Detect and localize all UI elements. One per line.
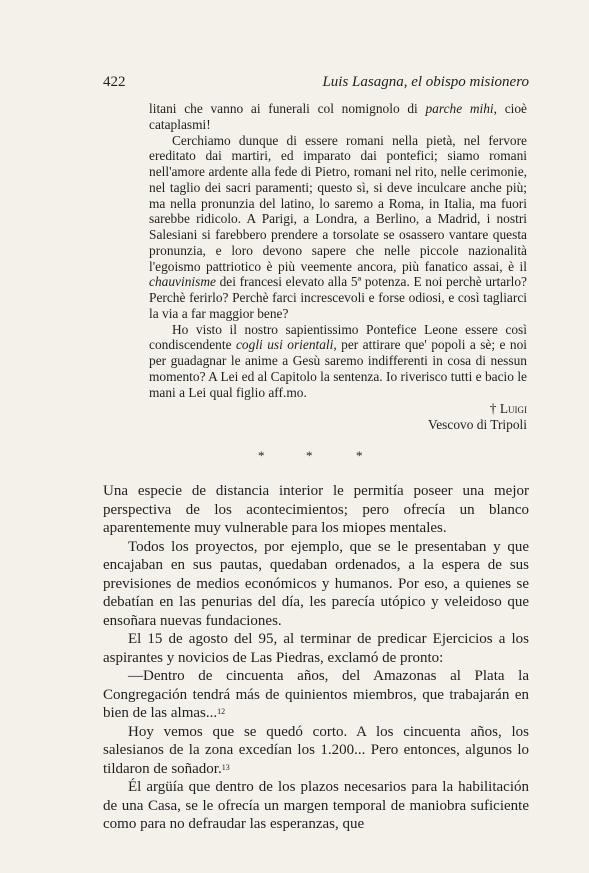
signature-name-line xyxy=(149,401,527,417)
text-run: litani che vanno ai funerali col nomignolo di xyxy=(149,101,426,116)
text-run: —Dentro de cincuenta años, del Amazonas al Plata la Congregación tendrá más de quinientos miembros, que trabajarán en bien de las almas... xyxy=(103,668,529,721)
letter-paragraph-3 xyxy=(149,322,527,401)
body-paragraph-2 xyxy=(103,538,529,631)
text-run: dei francesi elevato alla 5ª potenza. E noi perchè urtarlo? Perchè ferirlo? Perchè farci increscevoli e forse odiosi, e così tagliarci la via a far maggior bene? xyxy=(149,274,527,321)
italic-text: chauvinisme xyxy=(149,274,216,290)
running-header xyxy=(103,74,529,94)
body-paragraph-6 xyxy=(103,778,529,834)
body-paragraph-3 xyxy=(103,630,529,667)
running-title: Luis Lasagna, el obispo misionero xyxy=(322,74,529,90)
signature-title: Vescovo di Tripoli xyxy=(428,417,527,432)
separator-asterisk: * xyxy=(258,448,265,463)
section-separator xyxy=(0,448,589,462)
letter-paragraph-2 xyxy=(149,133,527,322)
text-run: El 15 de agosto del 95, al terminar de predicar Ejercicios a los aspirantes y novicios de Las Piedras, exclamó de pronto: xyxy=(103,631,529,666)
footnote-ref: 13 xyxy=(221,762,230,772)
text-run: Hoy vemos que se quedó corto. A los cincuenta años, los salesianos de la zona excedían los 1.200... Pero entonces, algunos lo tildaron de soñador. xyxy=(103,723,529,777)
text-run: , cioè cataplasmi! xyxy=(149,101,527,132)
italic-text: parche mihi xyxy=(425,101,494,116)
cross-icon: † xyxy=(489,401,497,417)
signature-name: Luigi xyxy=(499,401,527,417)
body-paragraph-5 xyxy=(103,723,529,779)
body-paragraph-4 xyxy=(103,667,529,723)
italic-text: cogli usi orientali xyxy=(235,337,334,353)
letter-paragraph-1 xyxy=(149,101,527,133)
footnote-ref: 12 xyxy=(217,707,226,716)
text-run: Una especie de distancia interior le permitía poseer una mejor perspectiva de los acontecimientos; pero ofrecía un blanco aparentemente muy vulnerable para los miopes mentales. xyxy=(103,483,529,536)
text-run: Cerchiamo dunque di essere romani nella pietà, nel fervore ereditato dai martiri, ed imparato dai pontefici; siamo romani nell'amore ardente alla fede di Pietro, romani nel rito, nelle cerimonie, nel taglio dei sacri paramenti; questo sì, si deve inculcare anche più; ma nella pronunzia del latino, lo saremo a Roma, in Italia, ma fuori sarebbe ridicolo. A Parigi, a Londra, a Berlino, a Madrid, i nostri Salesiani si farebbero prendere a torsolate se osassero vantare questa pronunzia, e loro devono sapere che nelle piccole nazionalità l'egoismo pattriotico è più veemente ancora, più fanatico assai, è il xyxy=(149,132,527,274)
separator-asterisk: * xyxy=(306,448,313,463)
text-run: Ho visto il nostro sapientissimo Pontefice Leone essere così condiscendente xyxy=(149,321,527,353)
separator-asterisk: * xyxy=(356,448,363,463)
text-run: Él argüía que dentro de los plazos necesarios para la habilitación de una Casa, se le ofrecía un margen temporal de maniobra suficiente como para no defraudar las esperanzas, que xyxy=(103,779,529,832)
body-paragraph-1 xyxy=(103,482,529,538)
main-text xyxy=(103,482,529,834)
text-run: Todos los proyectos, por ejemplo, que se le presentaban y que encajaban en sus pautas, quedaban ordenados, a la espera de sus previsiones de medios económicos y humanos. Por eso, a quienes se debatían en las penurias del día, les parecía utópico y veleidoso que ensoñara nuevas fundaciones. xyxy=(103,538,529,629)
page-number: 422 xyxy=(103,74,126,90)
quoted-letter xyxy=(149,101,527,433)
text-run: , per attirare que' popoli a sè; e noi per guadagnar le anime a Gesù saremo indifferenti in cosa di nessun momento? A Lei ed al Capitolo la sentenza. Io riverisco tutti e bacio le mani a Lei qual figlio aff.mo. xyxy=(149,337,528,400)
